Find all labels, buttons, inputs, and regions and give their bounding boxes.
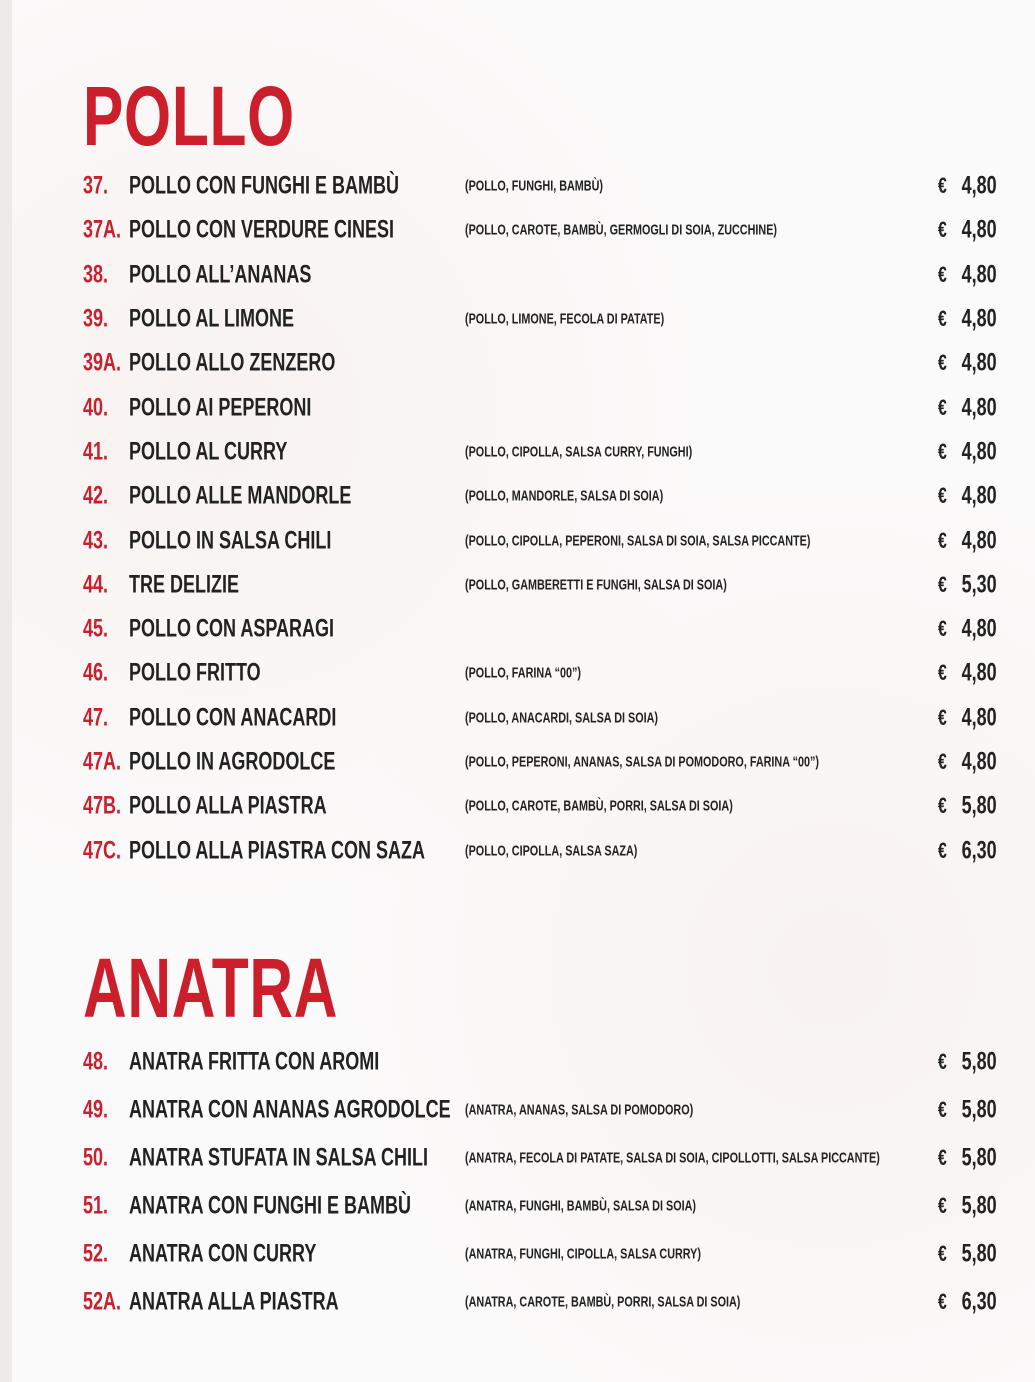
item-desc [465,1246,793,1263]
item-desc-text: (POLLO, CAROTE, BAMBÙ, GERMOGLI DI SOIA, ZUCCHINE) [465,221,777,239]
item-price-text: 5,30 [961,570,997,599]
item-num [83,393,118,422]
item-desc [465,842,704,859]
item-name [129,437,349,466]
item-name-text: ANATRA FRITTA CON AROMI [129,1047,380,1076]
menu-item [0,607,1035,651]
item-price [948,659,997,688]
item-name-text: POLLO AL LIMONE [129,304,295,333]
item-price-text: 4,80 [961,481,997,510]
menu-item [0,474,1035,518]
item-num [83,526,118,555]
menu-item [0,784,1035,828]
item-name-text: ANATRA STUFATA IN SALSA CHILI [129,1143,428,1172]
item-desc-text: (POLLO, FUNGHI, BAMBÙ) [465,177,603,195]
item-price-text: 4,80 [961,658,997,687]
item-num [83,260,118,289]
item-desc [465,798,837,815]
item-desc-text: (ANATRA, FUNGHI, BAMBÙ, SALSA DI SOIA) [465,1197,696,1215]
item-num [83,703,118,732]
menu-item [0,651,1035,695]
item-name [129,659,312,688]
item-num [83,570,118,599]
item-price [948,349,997,378]
item-name [129,703,417,732]
menu-item [0,1278,1035,1326]
item-price-text: 4,80 [961,304,997,333]
item-desc-text: (POLLO, CIPOLLA, PEPERONI, SALSA DI SOIA, SALSA PICCANTE) [465,532,811,550]
item-price [948,703,997,732]
item-currency-text: € [938,217,947,243]
item-price [948,748,997,777]
menu-item [0,430,1035,474]
item-name-text: POLLO CON ASPARAGI [129,614,335,643]
item-name-text: POLLO ALLA PIASTRA CON SAZA [129,836,425,865]
item-currency-text: € [938,1289,947,1314]
item-price-text: 4,80 [961,747,997,776]
item-name [129,172,504,201]
item-desc-text: (POLLO, LIMONE, FECOLA DI PATATE) [465,310,665,328]
item-num-text: 51. [83,1191,109,1220]
item-num [83,349,136,378]
item-price-text: 4,80 [961,526,997,555]
item-price-text: 4,80 [961,215,997,244]
item-name-text: POLLO CON FUNGHI E BAMBÙ [129,171,399,200]
item-desc-text: (POLLO, GAMBERETTI E FUNGHI, SALSA DI SOIA) [465,576,727,594]
item-price-text: 4,80 [961,614,997,643]
item-name [129,216,497,245]
item-currency-text: € [938,1241,947,1266]
item-name [129,1192,521,1221]
item-num-text: 37. [83,171,109,200]
item-num [83,792,136,821]
item-desc-text: (POLLO, CIPOLLA, SALSA SAZA) [465,842,638,860]
item-name [129,526,410,555]
item-currency-text: € [938,749,947,774]
item-num-text: 47B. [83,791,122,820]
item-num [83,748,136,777]
item-price-text: 4,80 [961,171,997,200]
item-price [948,216,997,245]
item-name-text: POLLO CON VERDURE CINESI [129,215,395,244]
item-desc [465,222,898,239]
item-name-text: ANATRA CON CURRY [129,1239,317,1268]
item-num [83,615,118,644]
item-price-text: 6,30 [961,1287,997,1316]
item-currency-text: € [938,306,947,332]
item-desc-text: (ANATRA, FECOLA DI PATATE, SALSA DI SOIA, CIPOLLOTTI, SALSA PICCANTE) [465,1149,880,1167]
item-desc [465,754,957,771]
menu-item [0,563,1035,607]
item-desc [465,709,733,726]
item-name-text: TRE DELIZIE [129,570,240,599]
menu-item [0,164,1035,208]
menu-item [0,1134,1035,1182]
item-name [129,748,416,777]
item-desc-text: (ANATRA, CAROTE, BAMBÙ, PORRI, SALSA DI SOIA) [465,1293,741,1311]
item-price [948,1240,997,1269]
item-price-text: 4,80 [961,260,997,289]
item-num [83,437,118,466]
item-desc [465,1102,782,1119]
item-desc [465,665,626,682]
item-name-text: POLLO ALLO ZENZERO [129,348,336,377]
item-currency-text: € [938,704,947,730]
item-desc [465,178,657,195]
item-desc [465,1198,786,1215]
item-name [129,1240,389,1269]
item-price-text: 5,80 [961,1095,997,1124]
item-num-text: 52. [83,1239,109,1268]
item-name [129,570,282,599]
item-desc-text: (POLLO, MANDORLE, SALSA DI SOIA) [465,487,664,505]
item-currency-text: € [938,261,947,287]
item-currency-text: € [938,394,947,420]
item-currency-text: € [938,1097,947,1122]
item-currency-text: € [938,483,947,509]
item-price [948,1048,997,1077]
menu-item [0,253,1035,297]
section-title-anatra: ANATRA [83,941,339,1035]
item-desc [465,576,829,593]
item-currency-text: € [938,837,947,863]
item-num-text: 38. [83,260,109,289]
item-name-text: POLLO CON ANACARDI [129,703,337,732]
item-currency-text: € [938,173,947,199]
item-num-text: 47. [83,703,109,732]
item-desc [465,443,781,460]
item-num [83,1048,118,1077]
item-num-text: 52A. [83,1287,122,1316]
item-desc-text: (POLLO, CIPOLLA, SALSA CURRY, FUNGHI) [465,443,693,461]
item-name [129,349,416,378]
item-currency-text: € [938,1145,947,1170]
item-num [83,216,136,245]
item-num [83,482,118,511]
item-desc-text: (POLLO, ANACARDI, SALSA DI SOIA) [465,709,659,727]
item-price [948,615,997,644]
item-price [948,1288,997,1317]
item-currency-text: € [938,793,947,819]
item-num-text: 46. [83,658,109,687]
item-num-text: 45. [83,614,109,643]
item-num-text: 47C. [83,836,122,865]
item-currency-text: € [938,616,947,642]
item-num [83,659,118,688]
item-name-text: POLLO ALL’ANANAS [129,260,312,289]
item-name [129,1048,477,1077]
menu-item [0,341,1035,385]
item-price [948,172,997,201]
item-name [129,260,382,289]
item-num [83,1240,118,1269]
item-currency-text: € [938,660,947,686]
item-num [83,836,136,865]
item-currency-text: € [938,571,947,597]
item-name [129,615,414,644]
item-desc [465,311,742,328]
item-num-text: 41. [83,437,109,466]
item-name-text: POLLO ALLA PIASTRA [129,791,327,820]
item-currency-text: € [938,527,947,553]
item-name [129,305,358,334]
item-price-text: 4,80 [961,437,997,466]
section-title-pollo: POLLO [83,69,295,163]
item-price-text: 5,80 [961,1191,997,1220]
item-num [83,1144,118,1173]
item-desc [465,1294,848,1311]
item-name-text: POLLO IN SALSA CHILI [129,526,332,555]
item-desc-text: (POLLO, FARINA “00”) [465,664,582,682]
item-price [948,305,997,334]
item-price [948,437,997,466]
item-price [948,526,997,555]
item-num [83,1096,118,1125]
item-price [948,792,997,821]
item-num-text: 37A. [83,215,122,244]
item-price-text: 4,80 [961,393,997,422]
item-desc-text: (POLLO, PEPERONI, ANANAS, SALSA DI POMODORO, FARINA “00”) [465,753,820,771]
item-desc-text: (ANATRA, ANANAS, SALSA DI POMODORO) [465,1101,694,1119]
item-desc-text: (ANATRA, FUNGHI, CIPOLLA, SALSA CURRY) [465,1245,701,1263]
item-num-text: 47A. [83,747,122,776]
menu-item [0,696,1035,740]
item-currency-text: € [938,1193,947,1218]
menu-item [0,828,1035,872]
item-price-text: 5,80 [961,1047,997,1076]
item-price [948,570,997,599]
item-name-text: ANATRA ALLA PIASTRA [129,1287,339,1316]
item-num-text: 49. [83,1095,109,1124]
item-name [129,482,438,511]
item-desc-text: (POLLO, CAROTE, BAMBÙ, PORRI, SALSA DI SOIA) [465,797,733,815]
item-name-text: POLLO IN AGRODOLCE [129,747,336,776]
menu-item [0,740,1035,784]
menu-item [0,1038,1035,1086]
menu-item [0,297,1035,341]
item-name-text: POLLO AI PEPERONI [129,393,312,422]
menu-item [0,1086,1035,1134]
item-price [948,260,997,289]
item-name-text: ANATRA CON ANANAS AGRODOLCE [129,1095,451,1124]
item-name [129,792,404,821]
item-name [129,393,382,422]
item-num [83,172,118,201]
item-price [948,482,997,511]
item-currency-text: € [938,438,947,464]
item-price-text: 4,80 [961,703,997,732]
item-price-text: 5,80 [961,1143,997,1172]
item-num-text: 39. [83,304,109,333]
item-num [83,305,118,334]
item-name-text: POLLO AL CURRY [129,437,288,466]
item-price-text: 6,30 [961,836,997,865]
item-desc [465,488,740,505]
item-currency-text: € [938,350,947,376]
item-name [129,1288,420,1317]
menu-item [0,208,1035,252]
item-price [948,1144,997,1173]
item-num-text: 40. [83,393,109,422]
item-num-text: 48. [83,1047,109,1076]
item-currency-text: € [938,1049,947,1074]
item-num [83,1192,118,1221]
menu-item [0,1230,1035,1278]
item-name-text: POLLO ALLE MANDORLE [129,481,352,510]
item-price [948,393,997,422]
item-price-text: 5,80 [961,1239,997,1268]
item-price [948,1096,997,1125]
item-desc [465,532,945,549]
item-price [948,836,997,865]
menu-item [0,1182,1035,1230]
menu-item [0,385,1035,429]
menu-item [0,518,1035,562]
item-num [83,1288,136,1317]
item-num-text: 44. [83,570,109,599]
item-name-text: POLLO FRITTO [129,658,261,687]
item-num-text: 39A. [83,348,122,377]
item-price-text: 5,80 [961,791,997,820]
pollo-menu-list [0,164,1035,873]
item-num-text: 42. [83,481,109,510]
anatra-menu-list [0,1038,1035,1326]
item-price [948,1192,997,1221]
item-name-text: ANATRA CON FUNGHI E BAMBÙ [129,1191,411,1220]
item-price-text: 4,80 [961,348,997,377]
item-num-text: 43. [83,526,109,555]
item-num-text: 50. [83,1143,109,1172]
